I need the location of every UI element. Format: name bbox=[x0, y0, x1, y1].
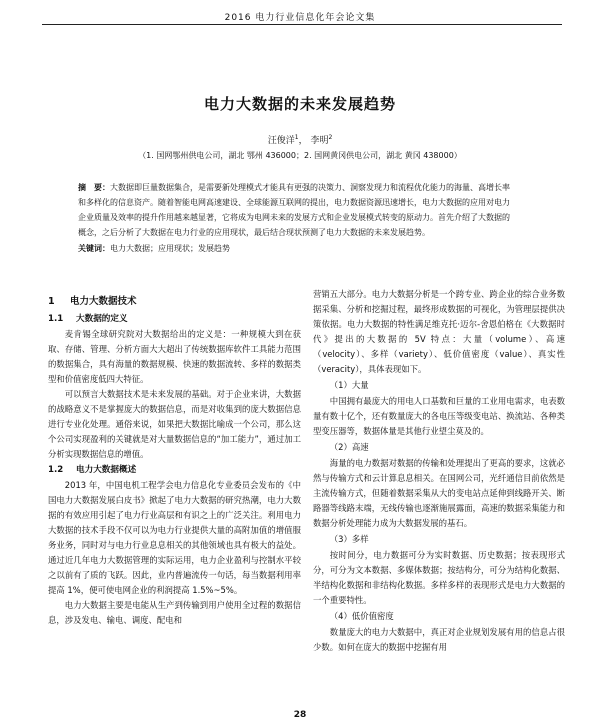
paragraph: 中国拥有最庞大的用电人口基数和巨量的工业用电需求，电表数量有数十亿个，还有数量庞大的各电压等级变电站、换流站、各种类型变压器等，数据体量是其他行业望尘莫及的。 bbox=[313, 396, 565, 436]
running-head: 2016 电力行业信息化年会论文集 bbox=[224, 13, 376, 23]
paragraph: 2013 年，中国电机工程学会电力信息化专业委员会发布的《中国电力大数据发展白皮书》掀起了电力大数据的研究热潮，电力大数据的有效应用引起了电力行业高层和有识之上的广泛关注。利用电力大数据的技术手段不仅可以为电力行业提供大量的高附加值的增值服务业务，同时对与电力行业息息相关的其他领域也具有极大的益处。通过近几年电力大数据管理的实际运用，电力企业盈利与控制水平较之以前有了质的飞跃。因此，业内普遍流传一句话，每当数据利用率提高 1%，便可使电网企业的利润提高 1.5%~5%。 bbox=[48, 480, 301, 595]
section-title: 电力大数据技术 bbox=[70, 296, 137, 307]
subsection-number: 1.2 bbox=[48, 465, 64, 475]
header-rule bbox=[42, 24, 562, 25]
paragraph: 电力大数据主要是电能从生产到传输到用户使用全过程的数据信息，涉及发电、输电、调度、配电和 bbox=[48, 600, 301, 625]
paragraph: 麦肯锡全球研究院对大数据给出的定义是：一种规模大到在获取、存储、管理、分析方面大大超出了传统数据库软件工具能力范围的数据集合，具有海量的数据规模、快速的数据流转、多样的数据类型和价值密度低四大特征。 bbox=[48, 329, 301, 384]
author-name: 汪俊洋 bbox=[267, 136, 295, 146]
author-name: 李明 bbox=[310, 136, 329, 146]
paragraph: 可以预言大数据技术是未来发展的基础。对于企业来讲，大数据的战略意义不是掌握庞大的数据信息，而是对收集到的庞大数据信息进行专业化处理。通俗来说，如果把大数据比喻成一个公司，那么这个公司实现盈利的关键就是对大量数据信息的“加工能力”，通过加工分析实现数据信息的增值。 bbox=[48, 389, 301, 459]
page-number: 28 bbox=[293, 710, 307, 720]
subsection-number: 1.1 bbox=[48, 314, 64, 324]
list-heading: （2）高速 bbox=[329, 442, 369, 452]
left-column bbox=[48, 292, 301, 628]
section-heading bbox=[48, 294, 301, 309]
subsection-title: 电力大数据概述 bbox=[76, 465, 137, 475]
keywords-label: 关键词： bbox=[78, 244, 110, 253]
list-heading: （1）大量 bbox=[329, 380, 369, 390]
section-number: 1 bbox=[48, 296, 55, 307]
keywords-text: 电力大数据；应用现状；发展趋势 bbox=[110, 244, 230, 253]
author-line: 汪俊洋$^1$， 李明$^2$ bbox=[267, 134, 333, 146]
abstract-label: 摘 要： bbox=[78, 183, 110, 192]
paper-title: 电力大数据的未来发展趋势 bbox=[203, 95, 396, 113]
list-heading: （4）低价值密度 bbox=[329, 611, 394, 621]
subsection-heading bbox=[48, 312, 301, 327]
list-heading: （3）多样 bbox=[329, 534, 369, 544]
paragraph: 数量庞大的电力大数据中，真正对企业规划发展有用的信息占很少数。如何在庞大的数据中挖掘有用 bbox=[313, 627, 565, 652]
right-column bbox=[313, 287, 565, 655]
author-affiliation-mark: 2 bbox=[328, 134, 333, 141]
abstract-text: 大数据即巨量数据集合，是需要新处理模式才能具有更强的决策力、洞察发现力和流程优化能力的海量、高增长率和多样化的信息资产。随着智能电网高速建设、全球能源互联网的提出，电力数据资源迅速增长，电力大数据的应用对电力企业质量及效率的提升作用越来越显著，它将成为电网未来的发展方式和企业发展模式转变的原动力。首先介绍了大数据的概念，之后分析了大数据在电力行业的应用现状，最后结合现状预测了电力大数据的未来发展趋势。 bbox=[78, 183, 510, 237]
affiliations: （1. 国网鄂州供电公司，湖北 鄂州 436000；2. 国网黄冈供电公司，湖北 黄冈 438000） bbox=[138, 151, 462, 160]
subsection-heading bbox=[48, 463, 301, 478]
abstract-block bbox=[78, 180, 516, 256]
author-affiliation-mark: 1 bbox=[294, 134, 299, 141]
subsection-title: 大数据的定义 bbox=[76, 314, 128, 324]
keywords-line bbox=[78, 241, 516, 256]
paragraph: 按时间分，电力数据可分为实时数据、历史数据；按表现形式分，可分为文本数据、多媒体数据；按结构分，可分为结构化数据、半结构化数据和非结构化数据。多样多样的表现形式是电力大数据的一个重要特性。 bbox=[313, 550, 565, 605]
paragraph: 海量的电力数据对数据的传输和处理提出了更高的要求，这就必然与传输方式和云计算息息相关。在国网公司，光纤通信目前依然是主流传输方式，但随着数据采集从大的变电站点延伸到线路开关、断路器等线路末端，无线传输也逐渐施展露面，高速的数据采集能力和数据分析处理能力成为大数据发展的基石。 bbox=[313, 458, 565, 528]
paragraph: 营销五大部分。电力大数据分析是一个跨专业、跨企业的综合业务数据采集、分析和挖掘过程，最终形成数据的可视化，为管理层提供决策依据。电力大数据的特性满足维克托·迈尔-舍恩伯格在《大数据时代》提出的大数据的 5V 特点：大量（volume）、高速（velocity）、多样（variety）、低价值密度（value）、真实性（veracity），具体表现如下。 bbox=[313, 289, 565, 374]
